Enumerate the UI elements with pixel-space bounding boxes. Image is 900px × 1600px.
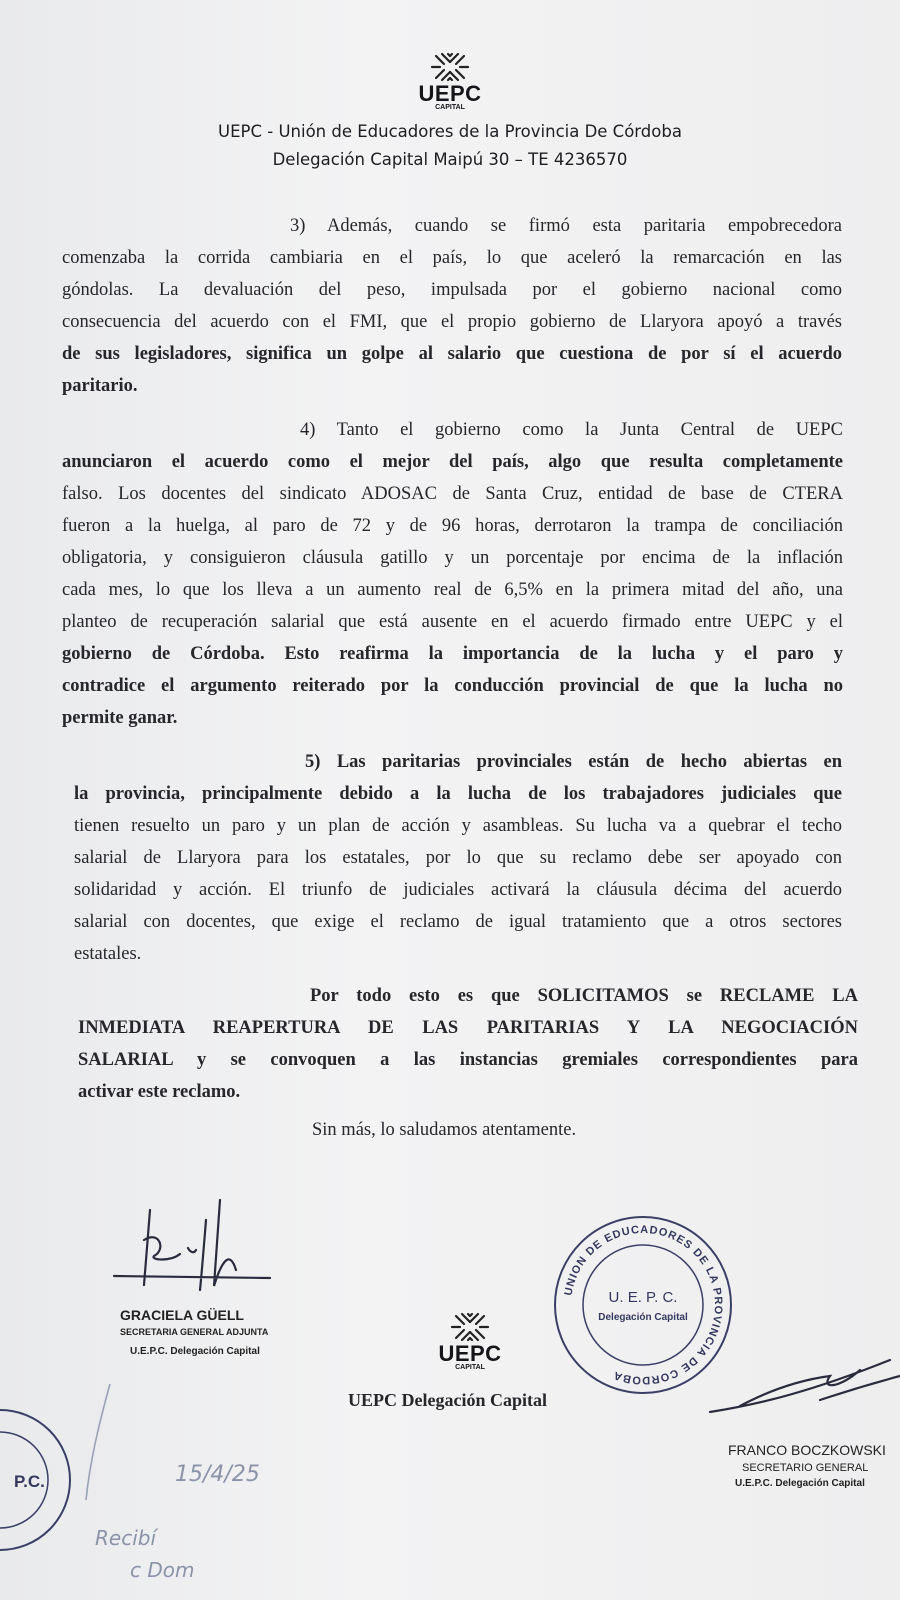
text-line — [74, 816, 842, 837]
uepc-logo-mark-icon — [428, 50, 472, 84]
signature-scribble-left — [110, 1190, 280, 1300]
text-line — [74, 848, 842, 869]
text-line: activar este reclamo. — [78, 1082, 241, 1102]
text-line — [62, 676, 843, 697]
text-line-content: anunciaron el acuerdo como el mejor del país, algo que resulta completamente — [62, 452, 843, 472]
signature-scribble-right — [700, 1340, 900, 1430]
uepc-logo-mark-icon — [448, 1310, 492, 1344]
handwritten-date: 15/4/25 — [175, 1462, 260, 1487]
closing-line: Sin más, lo saludamos atentamente. — [312, 1120, 577, 1140]
uepc-logo — [400, 50, 500, 112]
text-line — [62, 580, 843, 601]
text-line: permite ganar. — [62, 708, 178, 728]
partial-stamp-text: P.C. — [14, 1472, 45, 1491]
text-line — [62, 312, 842, 333]
text-line-content: 3) Además, cuando se firmó esta paritaria empobrecedora — [290, 216, 842, 236]
text-line — [78, 1018, 858, 1039]
uepc-logo-text: UEPC — [418, 81, 482, 106]
header-address: Delegación Capital Maipú 30 – TE 4236570 — [272, 150, 628, 169]
handwritten-received: Recibí — [95, 1526, 157, 1550]
text-line-content: comenzaba la corrida cambiaria en el país, lo que aceleró la remarcación en las — [62, 248, 842, 268]
text-line-content: planteo de recuperación salarial que está ausente en el acuerdo firmado entre UEPC y el — [62, 612, 843, 632]
text-line — [62, 516, 843, 537]
uepc-logo-subtext: CAPITAL — [435, 104, 465, 111]
left-signer-name: GRACIELA GÜELL — [120, 1307, 244, 1323]
text-line-content: SALARIAL y se convoquen a las instancias gremiales correspondientes para — [78, 1050, 858, 1070]
text-line-content: salarial con docentes, que exige el reclamo de igual tratamiento que a otros sectores — [74, 912, 842, 932]
text-line-content: solidaridad y acción. El triunfo de judiciales activará la cláusula décima del acuerdo — [74, 880, 842, 900]
text-line — [305, 752, 842, 773]
text-line-content: la provincia, principalmente debido a la lucha de los trabajadores judiciales que — [74, 784, 842, 804]
text-line — [310, 986, 858, 1007]
text-line — [74, 784, 842, 805]
text-line-content: gobierno de Córdoba. Esto reafirma la importancia de la lucha y el paro y — [62, 644, 843, 664]
text-line-content: tienen resuelto un paro y un plan de acción y asambleas. Su lucha va a quebrar el techo — [74, 816, 842, 836]
uepc-logo-subtext: CAPITAL — [455, 1364, 485, 1371]
text-line-content: fueron a la huelga, al paro de 72 y de 96 horas, derrotaron la trampa de conciliación — [62, 516, 843, 536]
text-line — [78, 1050, 858, 1071]
center-caption: UEPC Delegación Capital — [348, 1390, 547, 1410]
handwritten-name: c Dom — [130, 1558, 195, 1582]
text-line-content: Por todo esto es que SOLICITAMOS se RECLAME LA — [310, 986, 858, 1006]
text-line — [62, 612, 843, 633]
text-line — [62, 248, 842, 269]
text-line: estatales. — [74, 944, 142, 964]
stamp-sub-text: Delegación Capital — [598, 1312, 688, 1323]
text-line-content: INMEDIATA REAPERTURA DE LAS PARITARIAS Y LA NEGOCIACIÓN — [78, 1018, 858, 1038]
uepc-logo-bottom — [420, 1310, 520, 1372]
text-line-content: falso. Los docentes del sindicato ADOSAC de Santa Cruz, entidad de base de CTERA — [62, 484, 843, 504]
text-line — [300, 420, 843, 441]
text-line — [62, 644, 843, 665]
text-line-content: góndolas. La devaluación del peso, impulsada por el gobierno nacional como — [62, 280, 842, 300]
text-line-content: contradice el argumento reiterado por la conducción provincial de que la lucha no — [62, 676, 843, 696]
text-line — [290, 216, 842, 237]
text-line — [62, 452, 843, 473]
right-signer-org: U.E.P.C. Delegación Capital — [735, 1478, 865, 1489]
left-signer-org: U.E.P.C. Delegación Capital — [130, 1346, 260, 1357]
stamp-center-text: U. E. P. C. — [608, 1289, 678, 1306]
text-line-content: salarial de Llaryora para los estatales, por lo que su reclamo debe ser apoyado con — [74, 848, 842, 868]
right-signer-title: SECRETARIO GENERAL — [742, 1462, 869, 1474]
stamp-ring-text: UNION DE EDUCADORES DE LA PROVINCIA DE CORDOBA — [562, 1223, 725, 1387]
text-line — [74, 880, 842, 901]
text-line — [62, 280, 842, 301]
handwritten-stroke — [70, 1380, 130, 1510]
text-line — [62, 548, 843, 569]
text-line-content: obligatoria, y consiguieron cláusula gatillo y un porcentaje por encima de la inflación — [62, 548, 843, 568]
text-line-content: consecuencia del acuerdo con el FMI, que el propio gobierno de Llaryora apoyó a través — [62, 312, 842, 332]
header-organization: UEPC - Unión de Educadores de la Provincia De Córdoba — [218, 122, 682, 141]
text-line — [62, 344, 842, 365]
right-signer-name: FRANCO BOCZKOWSKI — [728, 1442, 886, 1458]
text-line-content: 4) Tanto el gobierno como la Junta Central de UEPC — [300, 420, 843, 440]
text-line: paritario. — [62, 376, 138, 396]
text-line — [62, 484, 843, 505]
text-line — [74, 912, 842, 933]
text-line-content: de sus legisladores, significa un golpe al salario que cuestiona de por sí el acuerdo — [62, 344, 842, 364]
uepc-logo-text: UEPC — [438, 1341, 502, 1366]
text-line-content: 5) Las paritarias provinciales están de hecho abiertas en — [305, 752, 842, 772]
left-signer-title: SECRETARIA GENERAL ADJUNTA — [120, 1327, 269, 1337]
text-line-content: cada mes, lo que los lleva a un aumento real de 6,5% en la primera mitad del año, una — [62, 580, 843, 600]
partial-round-stamp — [0, 1400, 80, 1560]
